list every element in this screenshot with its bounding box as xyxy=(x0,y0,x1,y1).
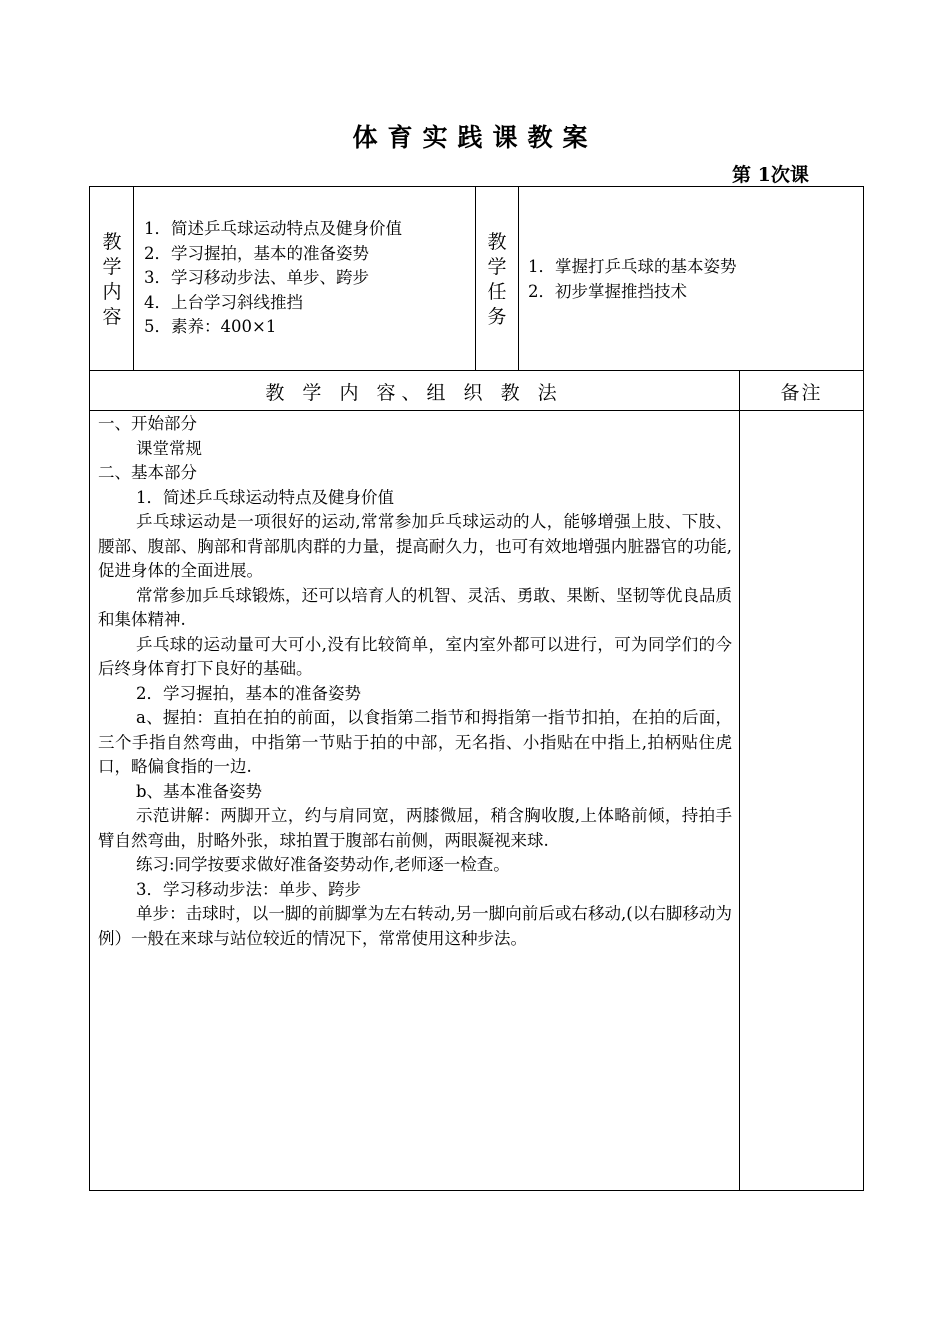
body-paragraph: 课堂常规 xyxy=(136,438,202,458)
lesson-number: 第 1次课 xyxy=(732,164,809,186)
content-item: 5．素养：400×1 xyxy=(144,317,277,336)
content-items xyxy=(144,217,402,340)
lesson-body xyxy=(98,412,732,951)
divider-top-row xyxy=(89,370,864,371)
divider-content-items xyxy=(475,186,476,370)
divider-task-label xyxy=(518,186,519,370)
divider-content-label xyxy=(133,186,134,370)
task-label: 教 学 任 务 xyxy=(487,231,507,328)
remarks-heading: 备注 xyxy=(780,382,823,404)
content-item: 3．学习移动步法、单步、跨步 xyxy=(144,268,369,287)
body-paragraph: b、基本准备姿势 xyxy=(136,781,263,801)
body-paragraph: 一、开始部分 xyxy=(98,414,197,433)
task-item: 2．初步掌握推挡技术 xyxy=(528,281,687,301)
content-label: 教 学 内 容 xyxy=(102,231,122,328)
task-item: 1．掌握打乒乓球的基本姿势 xyxy=(528,257,737,276)
body-paragraph: 乒乓球的运动量可大可小,没有比较简单，室内室外都可以进行，可为同学们的今后终身体育打下良好的基础。 xyxy=(98,634,732,678)
divider-header-row xyxy=(89,410,864,411)
body-paragraph: 2．学习握拍，基本的准备姿势 xyxy=(136,683,361,703)
body-paragraph: 3．学习移动步法：单步、跨步 xyxy=(136,879,361,899)
document-title: 体育实践课教案 xyxy=(352,123,598,152)
body-paragraph: 常常参加乒乓球锻炼，还可以培育人的机智、灵活、勇敢、果断、坚韧等优良品质和集体精神. xyxy=(98,585,732,629)
divider-remarks xyxy=(739,370,740,1191)
content-item: 4．上台学习斜线推挡 xyxy=(144,292,303,312)
task-items xyxy=(528,255,737,304)
content-method-heading: 教 学 内 容、组 织 教 法 xyxy=(265,382,563,404)
body-paragraph: 二、基本部分 xyxy=(98,463,197,482)
body-paragraph: 乒乓球运动是一项很好的运动,常常参加乒乓球运动的人，能够增强上肢、下肢、腰部、腹部、胸部和背部肌肉群的力量，提高耐久力，也可有效地增强内脏器官的功能,促进身体的全面进展。 xyxy=(98,512,732,580)
body-paragraph: 练习:同学按要求做好准备姿势动作,老师逐一检查。 xyxy=(136,855,510,874)
body-paragraph: 示范讲解：两脚开立，约与肩同宽，两膝微屈，稍含胸收腹,上体略前倾，持拍手臂自然弯曲，肘略外张，球拍置于腹部右前侧，两眼凝视来球. xyxy=(98,806,732,850)
content-item: 2．学习握拍，基本的准备姿势 xyxy=(144,243,369,263)
body-paragraph: 1．简述乒乓球运动特点及健身价值 xyxy=(136,487,394,507)
body-paragraph: 单步：击球时，以一脚的前脚掌为左右转动,另一脚向前后或右移动,(以右脚移动为例）一般在来球与站位较近的情况下，常常使用这种步法。 xyxy=(98,904,732,948)
body-paragraph: a、握拍：直拍在拍的前面，以食指第二指节和拇指第一指节扣拍，在拍的后面，三个手指自然弯曲，中指第一节贴于拍的中部，无名指、小指贴在中指上,拍柄贴住虎口，略偏食指的一边. xyxy=(98,708,732,776)
content-item: 1．简述乒乓球运动特点及健身价值 xyxy=(144,219,402,238)
